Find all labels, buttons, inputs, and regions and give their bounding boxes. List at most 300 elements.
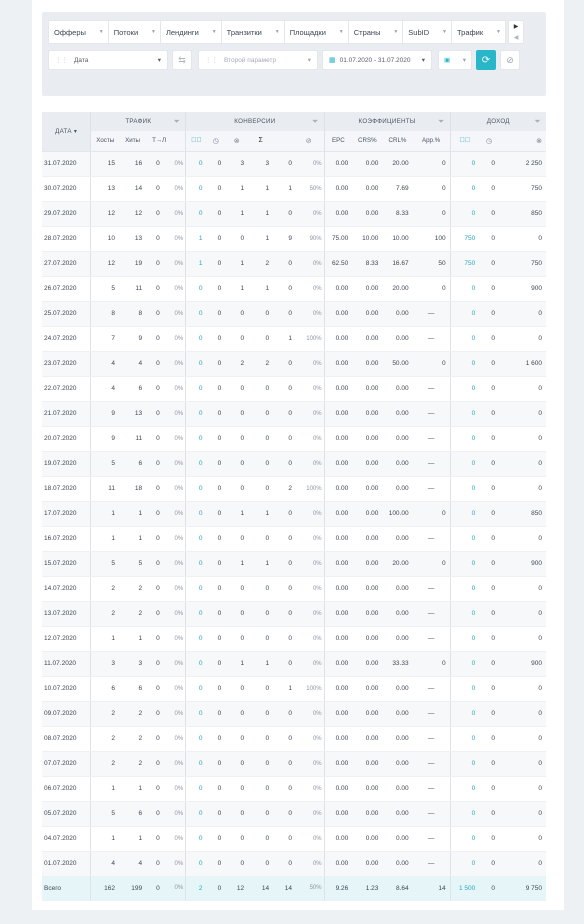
conv-rejected-cell: 0 [225,476,248,501]
conv-trash-cell: 0 [273,651,296,676]
income-rejected-cell: 750 [499,176,546,201]
conv-rejected-cell: 0 [225,326,248,351]
income-pending-cell: 0 [479,326,499,351]
income-pending-icon[interactable]: ◷ [479,131,499,151]
tl-cell: 0 [146,376,164,401]
tl-pct-cell: 0% [164,476,186,501]
date-cell: 14.07.2020 [42,576,91,601]
income-approved-cell: 0 [450,301,479,326]
table-row [42,551,546,576]
tab-7[interactable] [452,21,505,43]
chevron-down-icon: ▼ [496,29,501,35]
app-cell: — [413,801,450,826]
conv-approved-cell: 0 [186,401,207,426]
coefficients-group-header [324,112,450,131]
filter-icon[interactable]: ⏷ [173,117,181,126]
hits-cell: 2 [119,726,146,751]
conv-trash-cell: 0 [273,851,296,876]
pending-icon[interactable]: ◷ [206,131,225,151]
swap-params-button[interactable] [172,50,192,70]
crl-cell: 0.00 [382,451,412,476]
conv-pending-cell: 0 [206,826,225,851]
conv-approved-cell: 0 [186,776,207,801]
app-cell: — [413,776,450,801]
income-pending-cell: 0 [479,601,499,626]
conv-total-cell: 0 [248,476,273,501]
income-rejected-icon[interactable]: ⊗ [499,131,546,151]
conv-approved-cell: 0 [186,201,207,226]
hosts-cell: 5 [91,276,119,301]
app-cell: — [413,676,450,701]
tl-pct-cell: 0% [164,701,186,726]
stats-table [42,112,546,901]
drag-handle-icon: ⋮⋮ [205,57,218,64]
income-pending-cell: 0 [479,201,499,226]
income-rejected-cell: 2 250 [499,151,546,176]
income-approved-cell: 0 [450,476,479,501]
income-pending-cell: 0 [479,651,499,676]
income-pending-cell: 0 [479,276,499,301]
income-pending-cell: 0 [479,151,499,176]
conv-rejected-cell: 0 [225,426,248,451]
app-cell: 0 [413,651,450,676]
date-range-value: 01.07.2020 - 31.07.2020 [339,57,411,64]
date-cell: 31.07.2020 [42,151,91,176]
conv-trash-cell: 0 [273,351,296,376]
conv-rejected-cell: 0 [225,776,248,801]
income-approved-cell: 0 [450,776,479,801]
conv-total-cell: 3 [248,151,273,176]
hosts-header[interactable]: Хосты [91,131,119,151]
conv-total-cell: 0 [248,801,273,826]
income-pending-cell: 0 [479,251,499,276]
filter-icon[interactable]: ⏷ [311,117,319,126]
conv-approved-cell: 0 [186,676,207,701]
hosts-cell: 1 [91,626,119,651]
income-rejected-cell: 900 [499,651,546,676]
date-cell: 20.07.2020 [42,426,91,451]
epc-cell: 0.00 [324,176,352,201]
tab-1[interactable] [109,21,161,43]
app-cell: 50 [413,251,450,276]
conv-pending-cell: 0 [206,376,225,401]
conv-total-cell: 0 [248,776,273,801]
income-rejected-cell: 0 [499,476,546,501]
conv-trash-pct-cell: 0% [296,301,324,326]
filter-icon[interactable]: ⏷ [534,117,541,126]
hosts-cell: 9 [91,426,119,451]
income-pending-cell: 0 [479,576,499,601]
crs-cell: 0.00 [352,501,382,526]
income-approved-cell: 0 [450,376,479,401]
crl-header[interactable]: CRL% [382,131,412,151]
second-param-select[interactable] [198,50,318,70]
conv-approved-cell: 0 [186,651,207,676]
app-cell: 0 [413,151,450,176]
tab-6[interactable] [403,21,452,43]
conversions-group-header [186,112,324,131]
date-cell: 27.07.2020 [42,251,91,276]
date-range-picker[interactable] [322,50,432,70]
refresh-button[interactable] [476,50,496,70]
conv-pending-cell: 0 [206,251,225,276]
income-pending-cell: 0 [479,176,499,201]
reset-button[interactable] [500,50,520,70]
hits-cell: 6 [119,376,146,401]
table-row [42,526,546,551]
conv-trash-cell: 0 [273,426,296,451]
conv-pending-cell: 0 [206,701,225,726]
conv-pending-cell: 0 [206,576,225,601]
epc-cell: 0.00 [324,376,352,401]
table-row [42,426,546,451]
hosts-cell: 5 [91,551,119,576]
epc-cell: 0.00 [324,801,352,826]
conv-approved-cell: 0 [186,801,207,826]
tl-pct-cell: 0% [164,776,186,801]
crl-cell: 0.00 [382,776,412,801]
conv-approved-cell: 0 [186,151,207,176]
conv-pending-cell: 0 [206,351,225,376]
tab-label: Офферы [54,27,86,37]
income-pending-cell: 0 [479,776,499,801]
income-approved-cell: 0 [450,201,479,226]
app-cell: — [413,451,450,476]
hits-cell: 1 [119,501,146,526]
table-row [42,326,546,351]
hosts-cell: 12 [91,201,119,226]
conv-trash-pct-cell: 0% [296,451,324,476]
income-pending-cell: 0 [479,526,499,551]
tl-cell: 0 [146,776,164,801]
conv-trash-cell: 0 [273,151,296,176]
conv-total-cell: 0 [248,626,273,651]
income-rejected-cell: 1 600 [499,351,546,376]
app-cell: — [413,576,450,601]
group-by-select[interactable] [48,50,168,70]
crl-cell: 0.00 [382,601,412,626]
income-pending-cell: 0 [479,751,499,776]
conv-rejected-cell: 0 [225,751,248,776]
tl-cell: 0 [146,151,164,176]
conv-rejected-cell: 1 [225,551,248,576]
tl-cell: 0 [146,876,164,900]
conv-pending-cell: 0 [206,201,225,226]
income-pending-cell: 0 [479,701,499,726]
table-body [42,151,546,900]
app-cell: — [413,726,450,751]
table-row [42,501,546,526]
conv-trash-cell: 0 [273,626,296,651]
conv-total-cell: 1 [248,651,273,676]
epc-header[interactable]: EPC [324,131,352,151]
conv-trash-pct-cell: 50% [296,876,324,900]
conv-trash-cell: 0 [273,576,296,601]
conv-rejected-cell: 1 [225,201,248,226]
tl-pct-cell: 0% [164,626,186,651]
hosts-cell: 5 [91,801,119,826]
income-pending-cell: 0 [479,351,499,376]
hits-cell: 13 [119,226,146,251]
conv-pending-cell: 0 [206,151,225,176]
crs-cell: 0.00 [352,551,382,576]
hits-cell: 8 [119,301,146,326]
conv-total-cell: 1 [248,276,273,301]
crs-cell: 0.00 [352,176,382,201]
tl-cell: 0 [146,576,164,601]
conv-rejected-cell: 1 [225,251,248,276]
crs-cell: 0.00 [352,201,382,226]
date-cell: 26.07.2020 [42,276,91,301]
tl-cell: 0 [146,451,164,476]
epc-cell: 0.00 [324,826,352,851]
tab-label: Потоки [113,27,139,37]
tl-cell: 0 [146,326,164,351]
total-conversions-icon[interactable]: Σ [248,131,273,151]
tl-pct-cell: 0% [164,151,186,176]
hits-cell: 1 [119,526,146,551]
tab-0[interactable] [49,21,109,43]
conv-trash-pct-cell: 0% [296,376,324,401]
scroll-right-icon[interactable]: ▶ [513,24,519,30]
table-row [42,226,546,251]
hosts-cell: 12 [91,251,119,276]
conv-total-cell: 2 [248,251,273,276]
table-row [42,401,546,426]
tab-2[interactable] [161,21,222,43]
income-rejected-cell: 850 [499,501,546,526]
date-cell: 07.07.2020 [42,751,91,776]
crs-cell: 0.00 [352,576,382,601]
crs-cell: 0.00 [352,526,382,551]
income-approved-cell: 0 [450,351,479,376]
epc-cell: 0.00 [324,451,352,476]
income-rejected-cell: 850 [499,201,546,226]
crs-header[interactable]: CRS% [352,131,382,151]
conv-trash-pct-cell: 90% [296,226,324,251]
conv-pending-cell: 0 [206,276,225,301]
date-cell: 08.07.2020 [42,726,91,751]
tl-pct-cell: 0% [164,551,186,576]
epc-cell: 0.00 [324,501,352,526]
conv-total-cell: 0 [248,826,273,851]
conv-approved-cell: 0 [186,601,207,626]
conv-total-cell: 0 [248,426,273,451]
hosts-cell: 11 [91,476,119,501]
date-cell: 30.07.2020 [42,176,91,201]
income-pending-cell: 0 [479,676,499,701]
conv-pending-cell: 0 [206,626,225,651]
tl-pct-cell: 0% [164,401,186,426]
date-column-header[interactable] [42,112,91,151]
traffic-group-header [91,112,186,131]
group-by-value: Дата [74,57,89,64]
app-cell: — [413,401,450,426]
income-approved-cell: 0 [450,601,479,626]
conv-trash-pct-cell: 0% [296,851,324,876]
scroll-left-icon[interactable]: ◀ [513,35,519,41]
tl-cell: 0 [146,501,164,526]
conv-trash-pct-cell: 0% [296,726,324,751]
conv-pending-cell: 0 [206,776,225,801]
income-approved-cell: 0 [450,701,479,726]
tab-5[interactable] [349,21,404,43]
hosts-cell: 162 [91,876,119,900]
conv-pending-cell: 0 [206,326,225,351]
income-rejected-cell: 0 [499,326,546,351]
hits-cell: 6 [119,801,146,826]
table-row [42,201,546,226]
hits-cell: 4 [119,351,146,376]
crs-cell: 0.00 [352,151,382,176]
conv-rejected-cell: 0 [225,376,248,401]
crs-cell: 0.00 [352,676,382,701]
table-row [42,176,546,201]
epc-cell: 0.00 [324,576,352,601]
second-param-placeholder: Второй параметр [224,57,277,64]
conv-approved-cell: 0 [186,351,207,376]
table-row [42,801,546,826]
income-approved-cell: 0 [450,801,479,826]
swap-icon: ⇆ [178,54,186,65]
hits-cell: 5 [119,551,146,576]
income-rejected-cell: 9 750 [499,876,546,900]
hosts-cell: 15 [91,151,119,176]
crl-cell: 0.00 [382,751,412,776]
income-approved-cell: 0 [450,626,479,651]
conv-pending-cell: 0 [206,726,225,751]
tl-cell: 0 [146,676,164,701]
app-cell: 0 [413,351,450,376]
conv-pending-cell: 0 [206,476,225,501]
hosts-cell: 10 [91,226,119,251]
conv-approved-cell: 0 [186,176,207,201]
crl-cell: 33.33 [382,651,412,676]
epc-cell: 75.00 [324,226,352,251]
conv-rejected-cell: 0 [225,801,248,826]
conv-pending-cell: 0 [206,451,225,476]
epc-cell: 0.00 [324,701,352,726]
hits-cell: 6 [119,676,146,701]
chevron-down-icon: ▼ [151,29,156,35]
save-menu[interactable] [438,50,472,70]
conv-trash-pct-cell: 0% [296,276,324,301]
income-rejected-cell: 0 [499,451,546,476]
crs-cell: 0.00 [352,851,382,876]
conv-trash-cell: 0 [273,301,296,326]
epc-cell: 0.00 [324,776,352,801]
crl-cell: 20.00 [382,551,412,576]
tab-3[interactable] [222,21,285,43]
approved-icon[interactable]: ✓⃝ [186,131,207,151]
conv-trash-pct-cell: 100% [296,326,324,351]
app-cell: 0 [413,176,450,201]
crs-cell: 0.00 [352,726,382,751]
hosts-cell: 2 [91,701,119,726]
tl-pct-cell: 0% [164,301,186,326]
income-rejected-cell: 900 [499,276,546,301]
crl-cell: 0.00 [382,801,412,826]
filter-icon[interactable]: ⏷ [437,117,445,126]
refresh-icon: ⟳ [481,54,491,66]
epc-cell: 0.00 [324,426,352,451]
conv-rejected-cell: 0 [225,601,248,626]
income-approved-cell: 0 [450,651,479,676]
conv-total-cell: 0 [248,576,273,601]
conv-trash-cell: 0 [273,251,296,276]
tab-label: Лендинги [165,27,199,37]
date-cell: 19.07.2020 [42,451,91,476]
hits-cell: 3 [119,651,146,676]
crs-cell: 0.00 [352,476,382,501]
income-approved-icon[interactable]: ✓⃝ [450,131,479,151]
tl-cell: 0 [146,526,164,551]
app-cell: — [413,326,450,351]
tab-4[interactable] [285,21,349,43]
income-rejected-cell: 0 [499,801,546,826]
income-header-label: ДОХОД [486,118,510,125]
app-cell: — [413,376,450,401]
epc-cell: 0.00 [324,751,352,776]
hits-header[interactable]: Хиты [119,131,146,151]
app-cell: — [413,426,450,451]
app-cell: 0 [413,501,450,526]
epc-cell: 0.00 [324,401,352,426]
hits-cell: 6 [119,451,146,476]
table-row [42,826,546,851]
epc-cell: 0.00 [324,601,352,626]
conv-total-cell: 0 [248,401,273,426]
income-approved-cell: 0 [450,826,479,851]
crl-cell: 20.00 [382,276,412,301]
rejected-icon[interactable]: ⊗ [225,131,248,151]
hosts-cell: 4 [91,376,119,401]
hits-cell: 2 [119,576,146,601]
conv-trash-pct-cell: 0% [296,626,324,651]
conv-approved-cell: 0 [186,276,207,301]
crl-cell: 7.69 [382,176,412,201]
tl-pct-cell: 0% [164,601,186,626]
crl-cell: 0.00 [382,401,412,426]
hosts-cell: 2 [91,601,119,626]
hosts-cell: 7 [91,326,119,351]
app-header[interactable]: App.% [413,131,450,151]
income-rejected-cell: 0 [499,526,546,551]
tl-cell: 0 [146,751,164,776]
conv-pending-cell: 0 [206,551,225,576]
hosts-cell: 8 [91,301,119,326]
conv-approved-cell: 0 [186,726,207,751]
conv-rejected-cell: 0 [225,526,248,551]
income-pending-cell: 0 [479,726,499,751]
tl-cell: 0 [146,426,164,451]
tl-header[interactable]: Т→Л [146,131,186,151]
hits-cell: 16 [119,151,146,176]
tl-pct-cell: 0% [164,326,186,351]
hits-cell: 11 [119,276,146,301]
conv-approved-cell: 0 [186,851,207,876]
hits-cell: 4 [119,851,146,876]
conv-approved-cell: 2 [186,876,207,900]
app-cell: 14 [413,876,450,900]
conv-total-cell: 0 [248,851,273,876]
date-cell: 21.07.2020 [42,401,91,426]
income-pending-cell: 0 [479,851,499,876]
conv-pending-cell: 0 [206,876,225,900]
trash-icon[interactable]: ⊘ [273,131,324,151]
income-pending-cell: 0 [479,376,499,401]
conv-trash-cell: 1 [273,176,296,201]
